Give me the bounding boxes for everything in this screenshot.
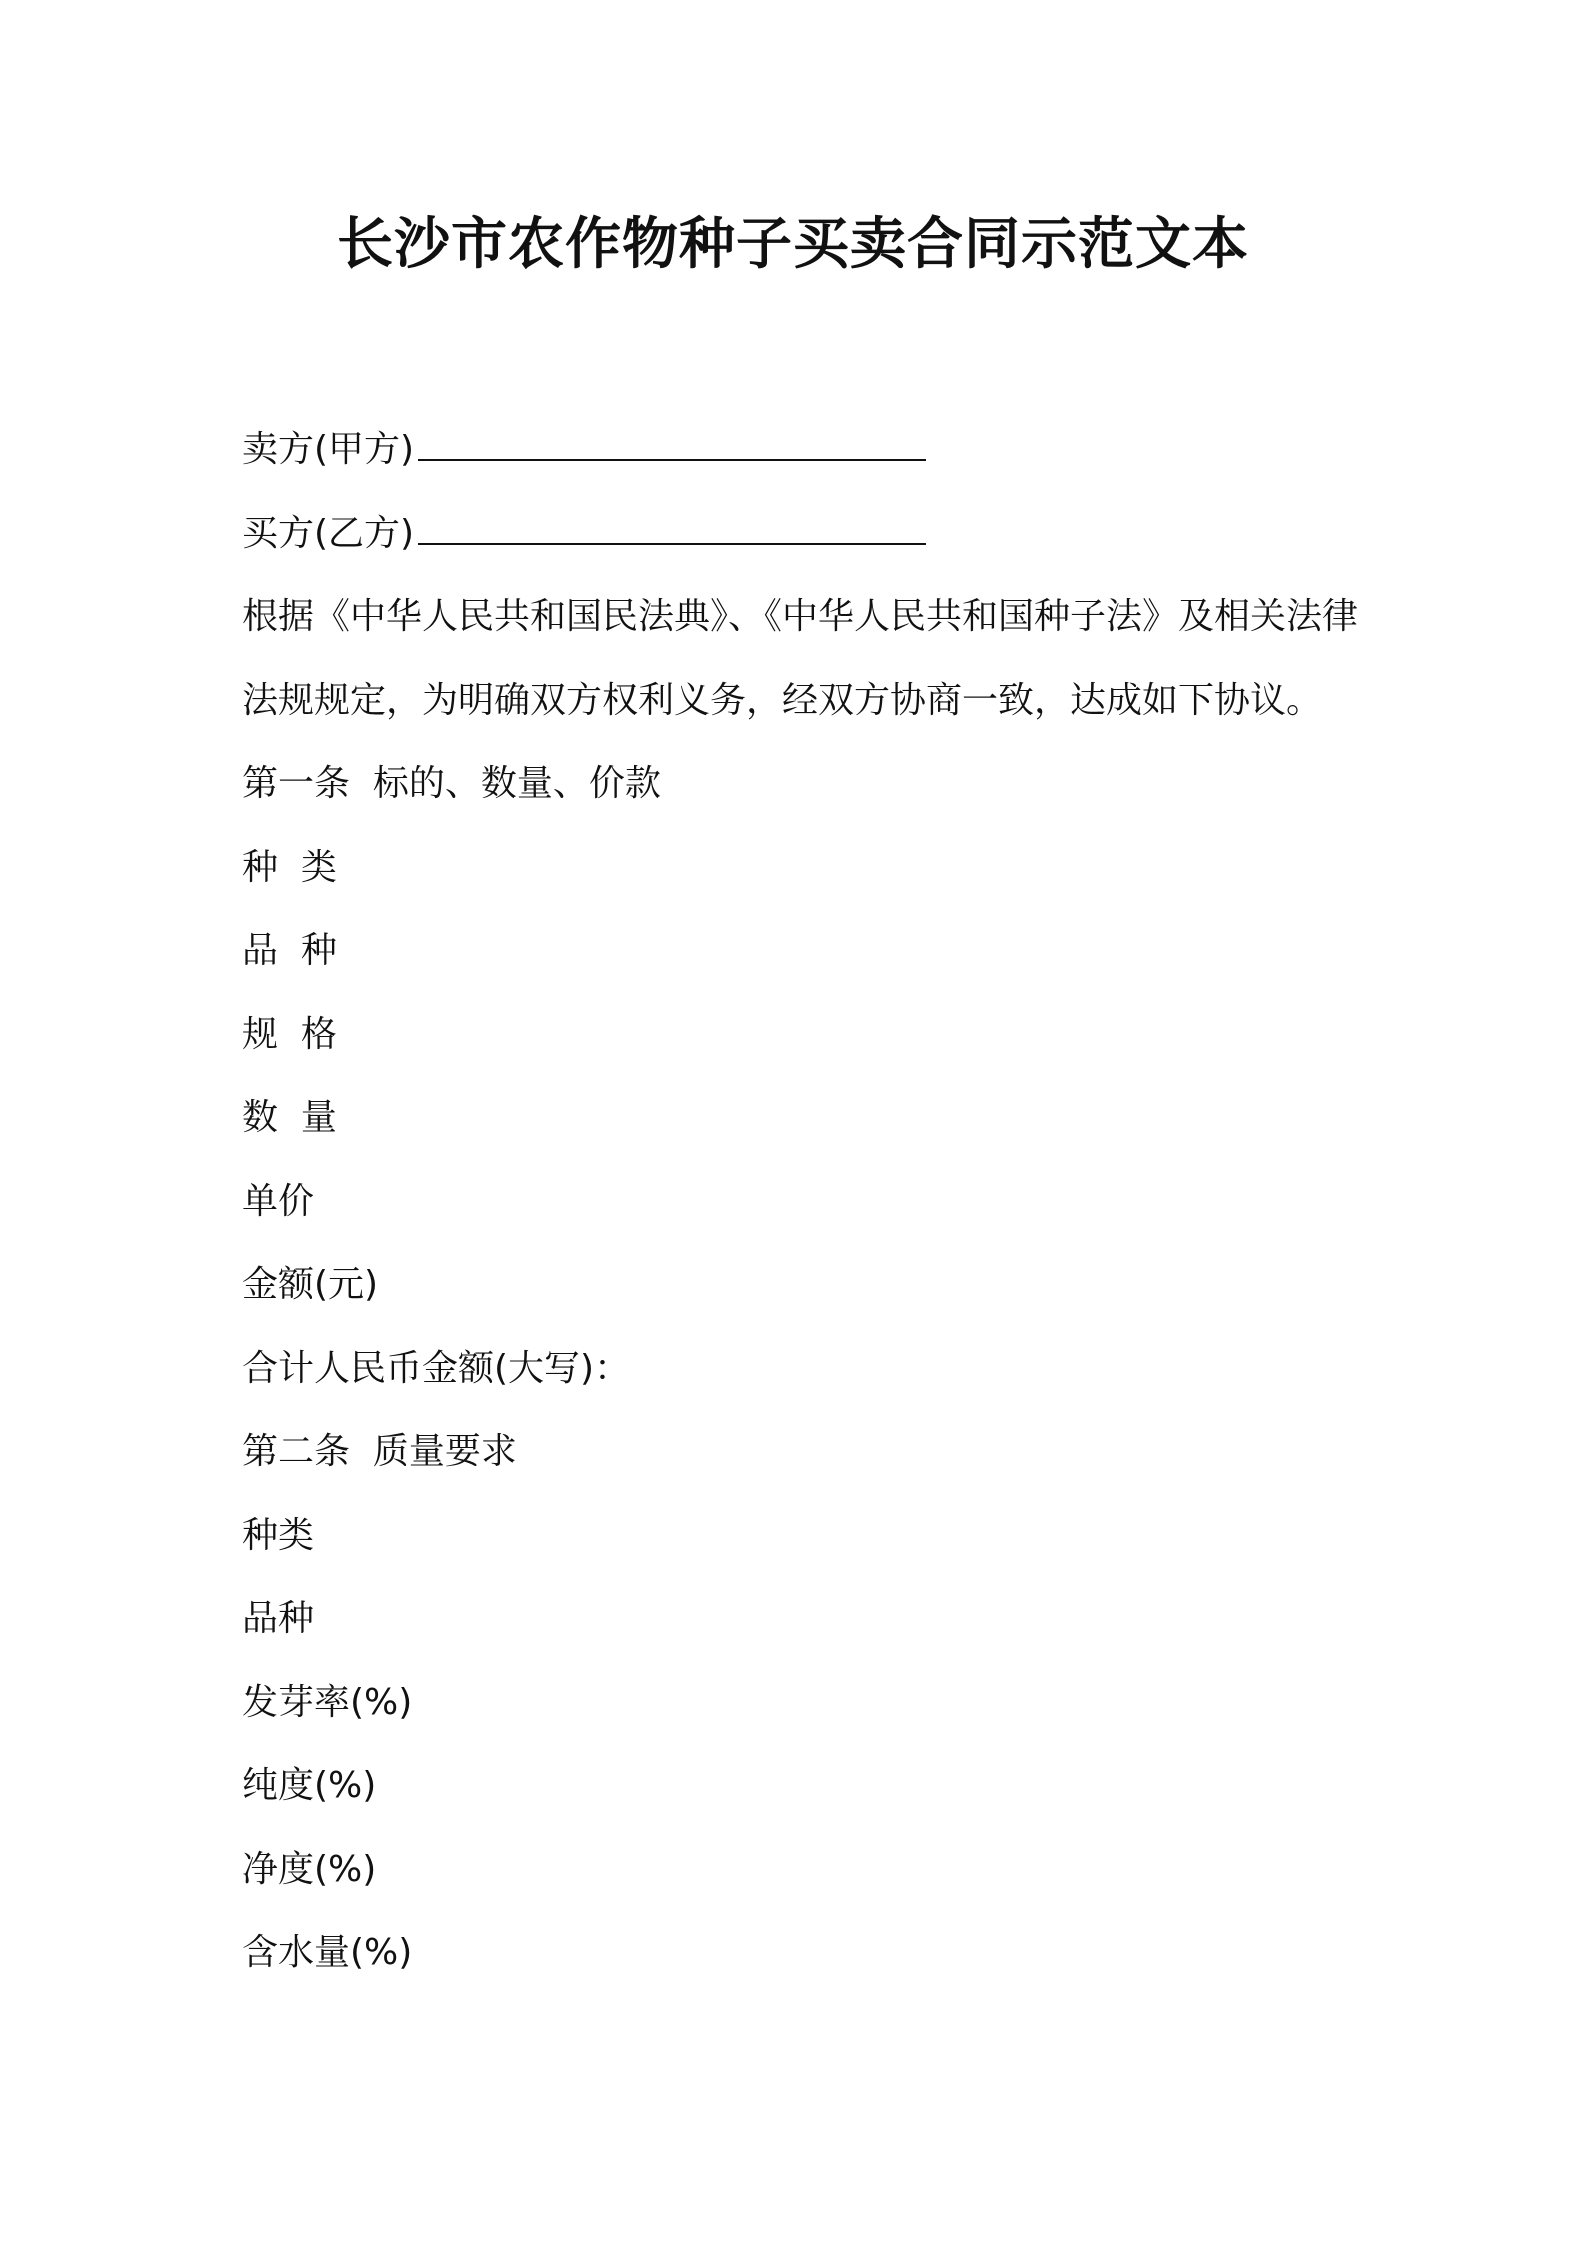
article2-item: 种类: [242, 1514, 315, 1556]
seller-line: [242, 408, 1362, 492]
buyer-label: 买方(乙方): [242, 512, 415, 554]
article1-item: 数 量: [242, 1097, 337, 1138]
document-title: 长沙市农作物种子买卖合同示范文本: [337, 212, 1249, 277]
article2-item: 纯度(%): [242, 1765, 377, 1806]
article2-item: 净度(%): [242, 1848, 377, 1890]
article1-item: 规 格: [242, 1013, 337, 1055]
article1-item: 单价: [242, 1180, 315, 1222]
seller-label: 卖方(甲方): [242, 429, 415, 470]
article2-item: 发芽率(%): [242, 1681, 413, 1723]
article2-item: 含水量(%): [242, 1932, 413, 1973]
article2-item: 品种: [242, 1598, 315, 1639]
seller-blank: [418, 421, 926, 461]
document-body: [242, 408, 1362, 1995]
preamble-paragraph: 根据《中华人民共和国民法典》、《中华人民共和国种子法》及相关法律法规规定，为明确双方权利义务，经双方协商一致，达成如下协议。: [242, 596, 1359, 721]
article1-item: 品 种: [242, 930, 337, 971]
buyer-line: [242, 492, 1362, 576]
article1-title: 第一条 标的、数量、价款: [242, 763, 661, 804]
article2-title: 第二条 质量要求: [242, 1431, 517, 1472]
article1-item: 种 类: [242, 846, 337, 888]
buyer-blank: [418, 505, 926, 545]
article1-item: 金额(元): [242, 1264, 379, 1305]
total-amount-label: 合计人民币金额(大写)：: [242, 1347, 631, 1389]
